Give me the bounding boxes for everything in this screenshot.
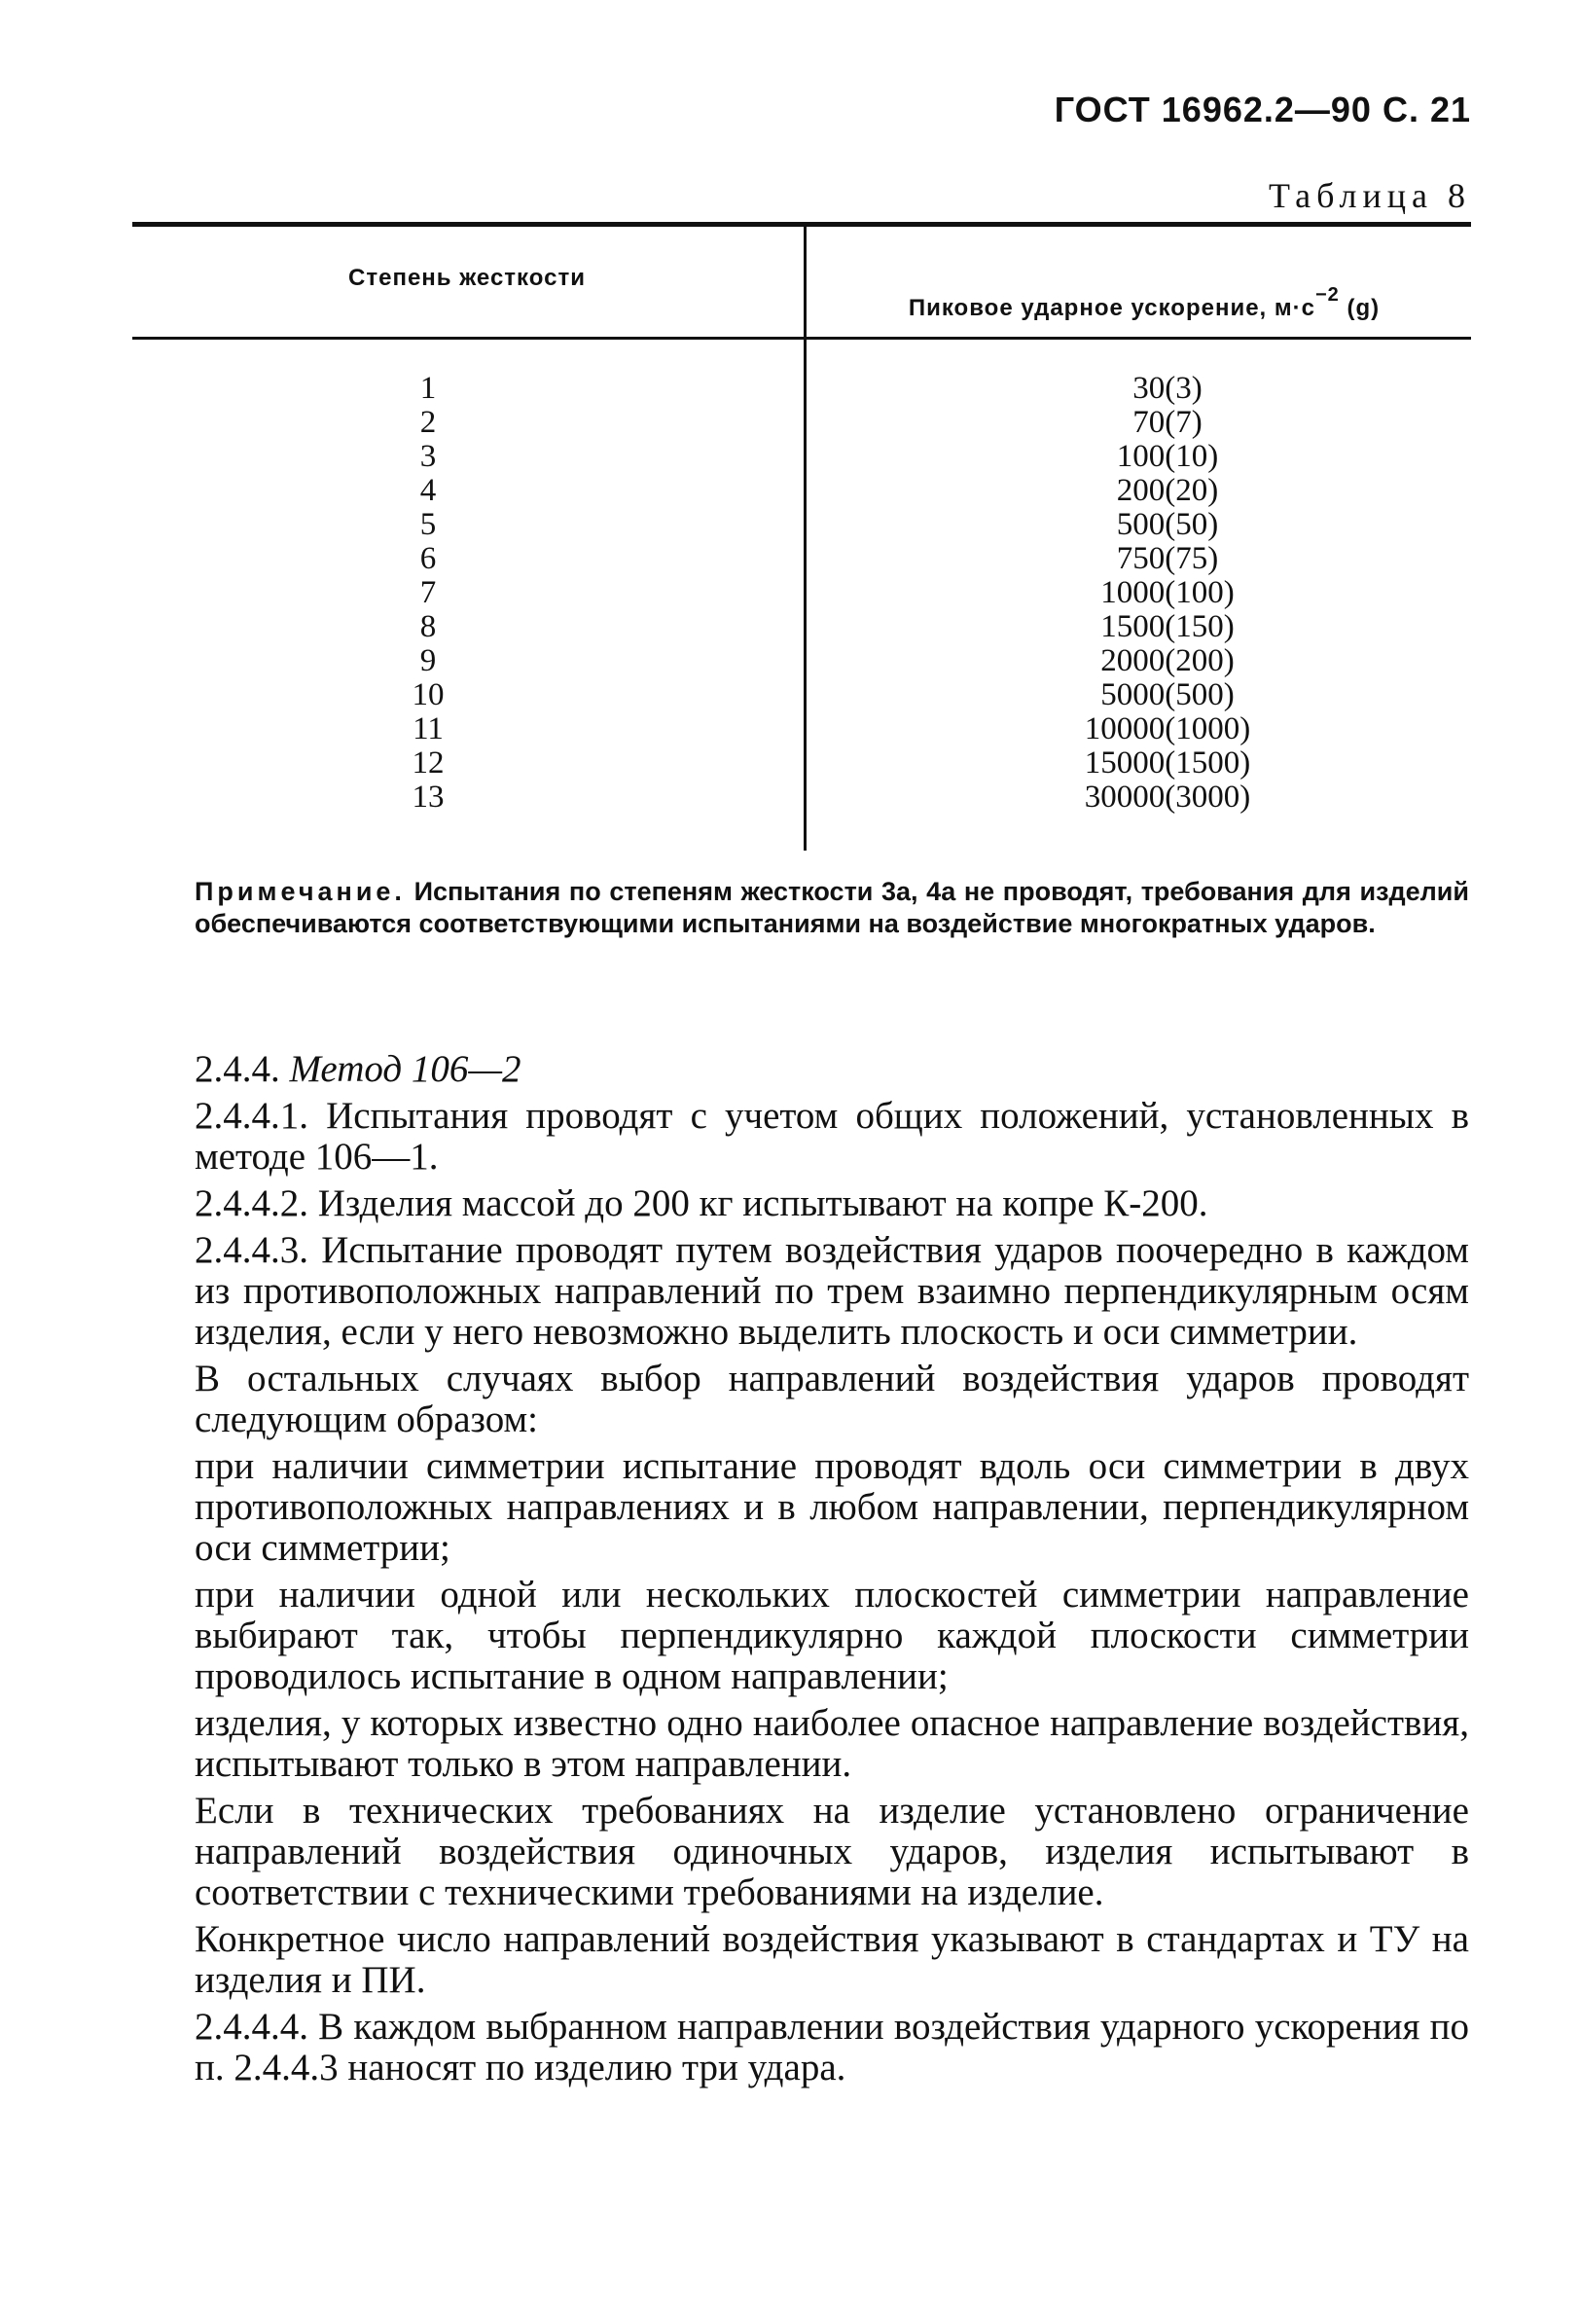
body-paragraph: 2.4.4.1. Испытания проводят с учетом общих положений, установленных в методе 106—1. (195, 1095, 1469, 1178)
degree-cell: 10 (412, 677, 445, 712)
table-top-rule (132, 222, 1471, 227)
acceleration-cell: 30(3) (1132, 371, 1203, 406)
acceleration-cell: 15000(1500) (1084, 745, 1251, 781)
note-text: Испытания по степеням жесткости 3а, 4а не проводят, требования для изделий обеспечиваются соответствующими испытаниями на воздействие многократных ударов. (195, 877, 1469, 938)
table-note (195, 876, 1469, 940)
degree-cell: 7 (419, 575, 437, 610)
table-column-divider (804, 226, 807, 851)
table-label: Таблица 8 (1269, 176, 1471, 215)
acceleration-header-unit: (g) (1347, 295, 1381, 321)
degree-cell: 5 (419, 507, 437, 542)
body-paragraph: 2.4.4.3. Испытание проводят путем воздействия ударов поочередно в каждом из противоположных направлений по трем взаимно перпендикулярным осям изделия, если у него невозможно выделить плоскость и оси симметрии. (195, 1229, 1469, 1353)
degree-cell: 8 (419, 609, 437, 644)
body-paragraph: 2.4.4.2. Изделия массой до 200 кг испытывают на копре К-200. (195, 1182, 1208, 1224)
degree-cell: 11 (413, 711, 444, 746)
table-header-degree: Степень жесткости (348, 265, 586, 291)
degree-cell: 12 (412, 745, 445, 781)
degree-cell: 2 (419, 405, 437, 440)
section-heading-number: 2.4.4. (195, 1048, 280, 1090)
acceleration-cell: 750(75) (1116, 541, 1219, 576)
degree-column (370, 372, 486, 815)
acceleration-cell: 1000(100) (1100, 575, 1235, 610)
section-body (195, 1049, 1469, 2094)
acceleration-cell: 2000(200) (1100, 643, 1235, 678)
acceleration-cell: 100(10) (1116, 439, 1219, 474)
degree-cell: 3 (419, 439, 437, 474)
acceleration-cell: 500(50) (1116, 507, 1219, 542)
acceleration-cell: 1500(150) (1100, 609, 1235, 644)
table-header-acceleration (817, 284, 1471, 322)
table-header-rule (132, 337, 1471, 340)
acceleration-column (983, 372, 1352, 815)
acceleration-header-exponent: −2 (1314, 284, 1340, 306)
page-header: ГОСТ 16962.2—90 С. 21 (1054, 90, 1471, 129)
body-paragraph: 2.4.4.4. В каждом выбранном направлении воздействия ударного ускорения по п. 2.4.4.3 наносят по изделию три удара. (195, 2006, 1469, 2088)
body-paragraph: изделия, у которых известно одно наиболее опасное направление воздействия, испытывают только в этом направлении. (195, 1702, 1469, 1785)
acceleration-cell: 200(20) (1116, 473, 1219, 508)
acceleration-cell: 30000(3000) (1084, 780, 1251, 815)
acceleration-cell: 5000(500) (1100, 677, 1235, 712)
degree-cell: 1 (419, 371, 437, 406)
degree-cell: 4 (419, 473, 437, 508)
note-label: Примечание. (195, 877, 406, 906)
body-paragraph: Если в технических требованиях на изделие установлено ограничение направлений воздействия одиночных ударов, изделия испытывают в соответствии с техническими требованиями на изделие. (195, 1790, 1469, 1913)
degree-cell: 6 (419, 541, 437, 576)
section-heading-title: Метод 106—2 (289, 1048, 521, 1090)
body-paragraph: Конкретное число направлений воздействия указывают в стандартах и ТУ на изделия и ПИ. (195, 1918, 1469, 2001)
degree-cell: 13 (412, 780, 445, 815)
acceleration-cell: 10000(1000) (1084, 711, 1251, 746)
body-paragraph: при наличии одной или нескольких плоскостей симметрии направление выбирают так, чтобы перпендикулярно каждой плоскости симметрии проводилось испытание в одном направлении; (195, 1574, 1469, 1697)
acceleration-cell: 70(7) (1132, 405, 1203, 440)
body-paragraph: В остальных случаях выбор направлений воздействия ударов проводят следующим образом: (195, 1358, 1469, 1440)
body-paragraph: при наличии симметрии испытание проводят вдоль оси симметрии в двух противоположных направлениях и в любом направлении, перпендикулярном оси симметрии; (195, 1445, 1469, 1569)
degree-cell: 9 (419, 643, 437, 678)
section-heading (195, 1049, 1469, 1090)
acceleration-header-text: Пиковое ударное ускорение, м·с (908, 295, 1315, 321)
